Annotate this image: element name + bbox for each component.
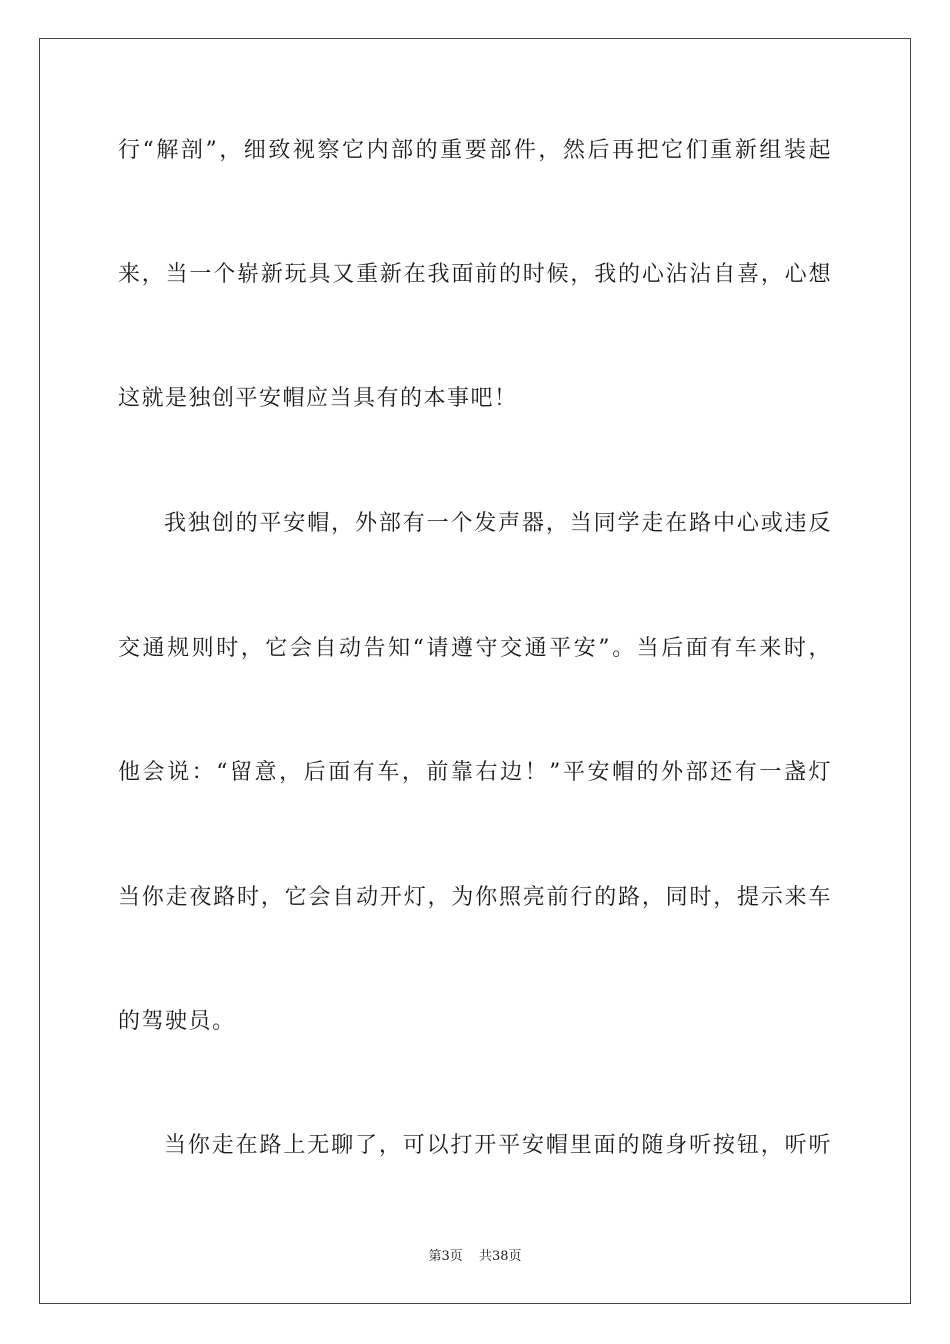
- text-line: 这就是独创平安帽应当具有的本事吧！: [118, 386, 518, 411]
- page-total: 共38页: [478, 1249, 522, 1264]
- text-line: 交通规则时，它会自动告知“请遵守交通平安”。当后面有车来时，: [118, 636, 832, 661]
- text-line: 行“解剖”，细致视察它内部的重要部件，然后再把它们重新组装起: [118, 138, 832, 163]
- text-line: 当你走夜路时，它会自动开灯，为你照亮前行的路，同时，提示来车: [118, 885, 832, 910]
- text-line: 当你走在路上无聊了，可以打开平安帽里面的随身听按钮，听听: [164, 1133, 832, 1158]
- page-footer: [0, 1248, 950, 1266]
- text-line: 的驾驶员。: [118, 1009, 236, 1034]
- page-border: [39, 38, 911, 1304]
- text-line: 他会说：“留意，后面有车，前靠右边！”平安帽的外部还有一盏灯: [118, 760, 832, 785]
- page-number: 第3页: [428, 1249, 463, 1264]
- text-line: 来，当一个崭新玩具又重新在我面前的时候，我的心沾沾自喜，心想: [118, 262, 832, 287]
- text-line: 我独创的平安帽，外部有一个发声器，当同学走在路中心或违反: [164, 511, 832, 536]
